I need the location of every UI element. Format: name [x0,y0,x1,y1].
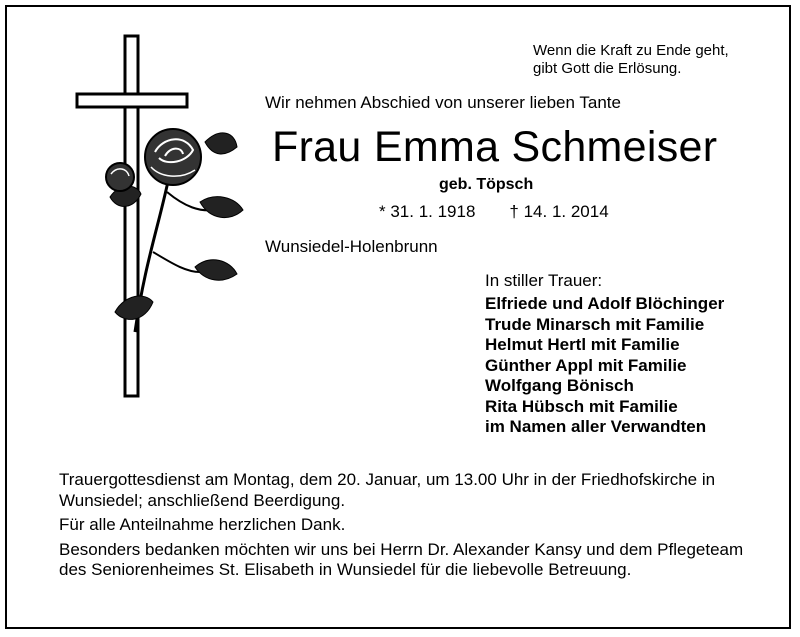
motto-line: gibt Gott die Erlösung. [533,60,682,77]
motto-line: Wenn die Kraft zu Ende geht, [533,42,729,59]
obituary-notice [5,5,791,629]
special-thanks-text: Besonders bedanken möchten wir uns bei Herrn Dr. Alexander Kansy und dem Pflegeteam des Seniorenheimes St. Elisabeth in Wunsiedel für die liebevolle Betreuung. [59,539,744,579]
life-dates [379,202,609,222]
birth-name: geb. Töpsch [439,176,534,193]
cross-icon [77,36,187,396]
deceased-name: Frau Emma Schmeiser [272,123,718,171]
mourner-item: im Namen aller Verwandten [485,417,707,436]
residence-place: Wunsiedel-Holenbrunn [265,237,438,256]
mourner-item: Rita Hübsch mit Familie [485,396,678,416]
mourning-label: In stiller Trauer: [485,271,603,290]
mourner-item: Elfriede und Adolf Blöchinger [485,294,725,313]
mourner-item: Helmut Hertl mit Familie [485,335,680,354]
service-info [59,470,759,585]
intro-text: Wir nehmen Abschied von unserer lieben Tante [265,93,621,112]
motto-quote [533,42,729,78]
mourners-list [485,294,724,438]
thanks-text: Für alle Anteilnahme herzlichen Dank. [59,515,346,534]
mourner-item: Trude Minarsch mit Familie [485,314,705,334]
death-date: † 14. 1. 2014 [509,202,609,221]
cross-with-rose-illustration [75,32,245,402]
mourner-item: Günther Appl mit Familie [485,355,687,375]
birth-date: * 31. 1. 1918 [379,202,476,221]
mourner-item: Wolfgang Bönisch [485,376,634,395]
funeral-service-text: Trauergottesdienst am Montag, dem 20. Januar, um 13.00 Uhr in der Friedhofskirche in Wunsiedel; anschließend Beerdigung. [59,470,716,510]
